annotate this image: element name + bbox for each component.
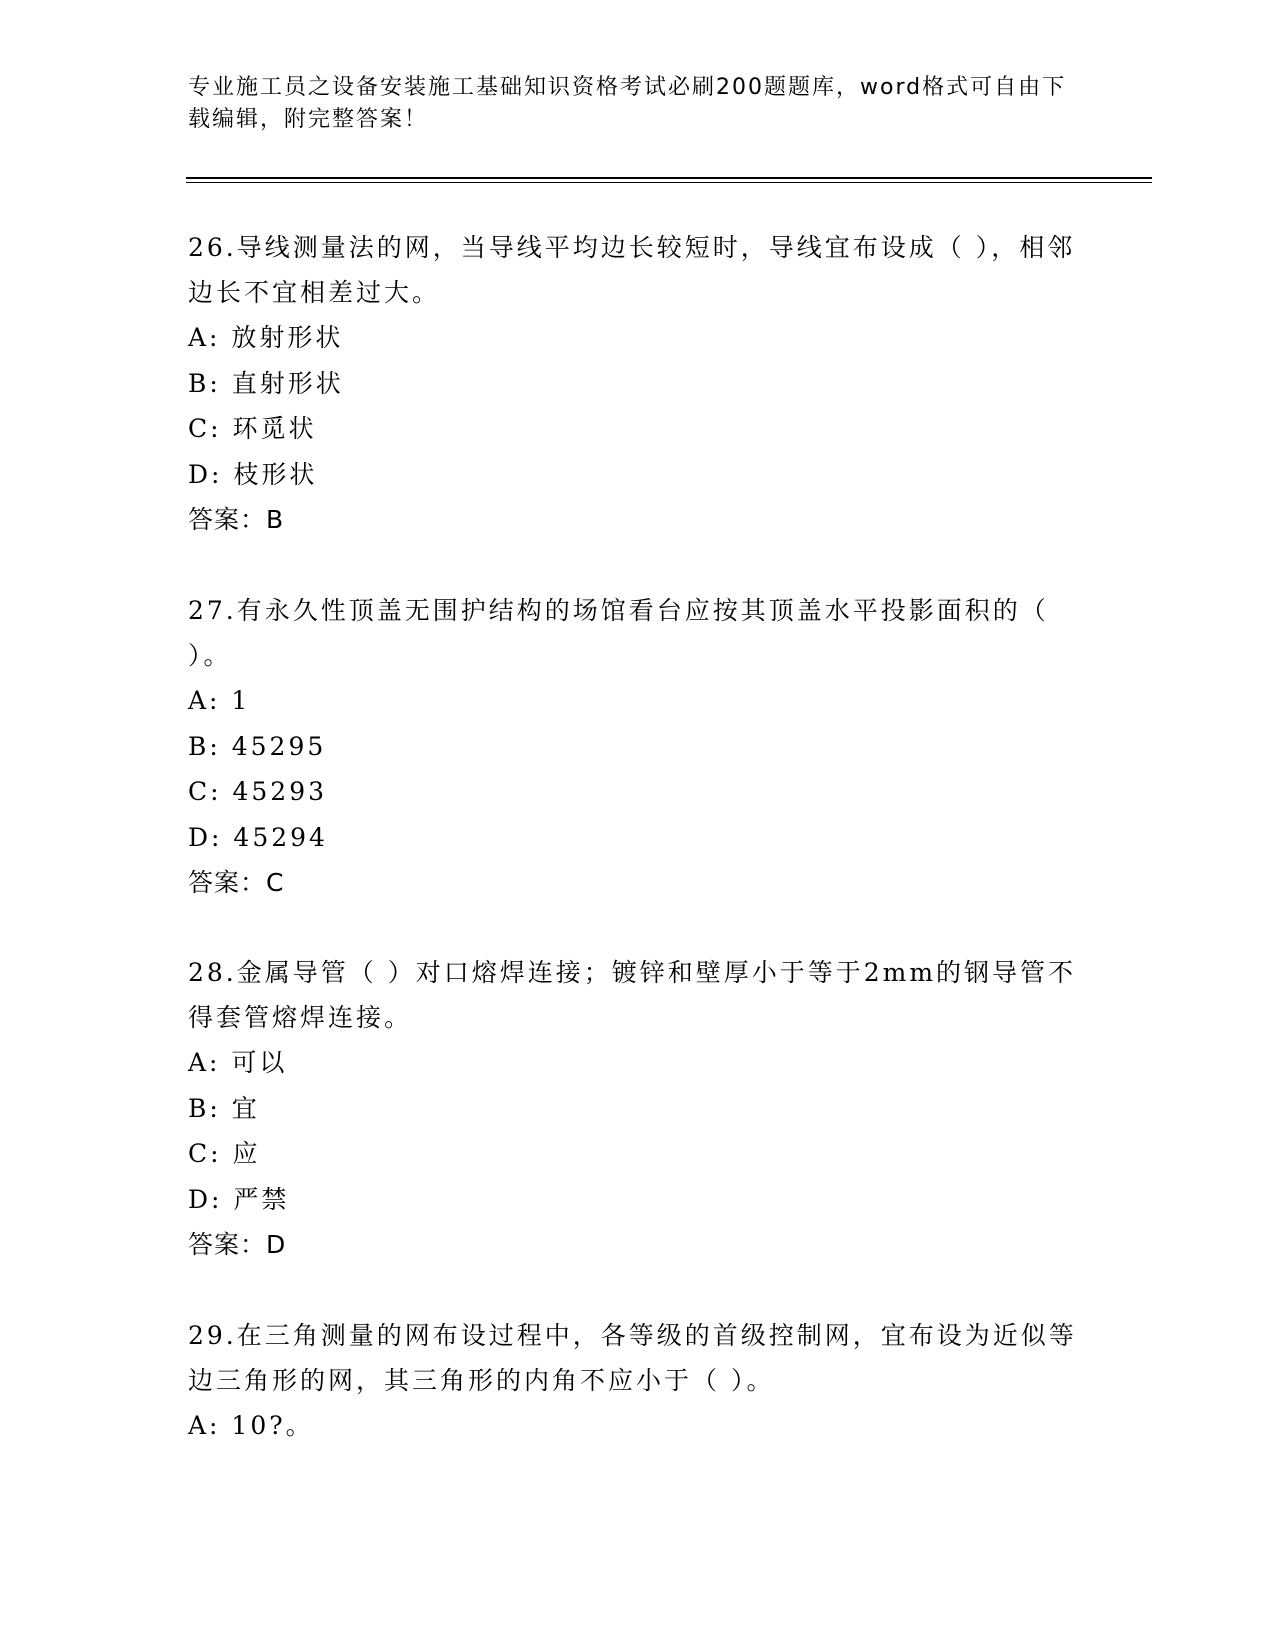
question-29 — [188, 1313, 1088, 1449]
option-d: D: 枝形状 — [188, 459, 318, 489]
option-a: A: 放射形状 — [188, 323, 344, 352]
option-a: A: 1 — [188, 686, 251, 715]
option-a: A: 10?。 — [188, 1411, 314, 1440]
answer: 答案：B — [188, 505, 285, 534]
option-c: C: 45293 — [188, 777, 328, 806]
question-text: 28.金属导管（ ）对口熔焊连接；镀锌和壁厚小于等于2mm的钢导管不得套管熔焊连接。 — [188, 958, 1077, 1032]
option-b: B: 宜 — [188, 1093, 260, 1123]
question-26 — [188, 225, 1088, 543]
question-27 — [188, 588, 1088, 906]
option-c: C: 环觅状 — [188, 414, 317, 443]
option-b: B: 直射形状 — [188, 368, 344, 398]
question-text: 26.导线测量法的网，当导线平均边长较短时，导线宜布设成（ ），相邻边长不宜相差过大。 — [188, 233, 1076, 307]
answer: 答案：D — [188, 1230, 287, 1259]
header-divider — [186, 177, 1152, 183]
option-b: B: 45295 — [188, 731, 327, 761]
header-title: 专业施工员之设备安装施工基础知识资格考试必刷200题题库，word格式可自由下载编辑，附完整答案！ — [188, 75, 1067, 132]
answer: 答案：C — [188, 868, 285, 897]
option-d: D: 45294 — [188, 822, 328, 852]
question-28 — [188, 950, 1088, 1268]
option-a: A: 可以 — [188, 1048, 288, 1077]
option-c: C: 应 — [188, 1139, 261, 1168]
question-text: 29.在三角测量的网布设过程中，各等级的首级控制网，宜布设为近似等边三角形的网，其三角形的内角不应小于（ ）。 — [188, 1321, 1077, 1395]
option-d: D: 严禁 — [188, 1184, 290, 1214]
page-header — [188, 72, 1068, 136]
question-text: 27.有永久性顶盖无围护结构的场馆看台应按其顶盖水平投影面积的（ ）。 — [188, 596, 1049, 670]
